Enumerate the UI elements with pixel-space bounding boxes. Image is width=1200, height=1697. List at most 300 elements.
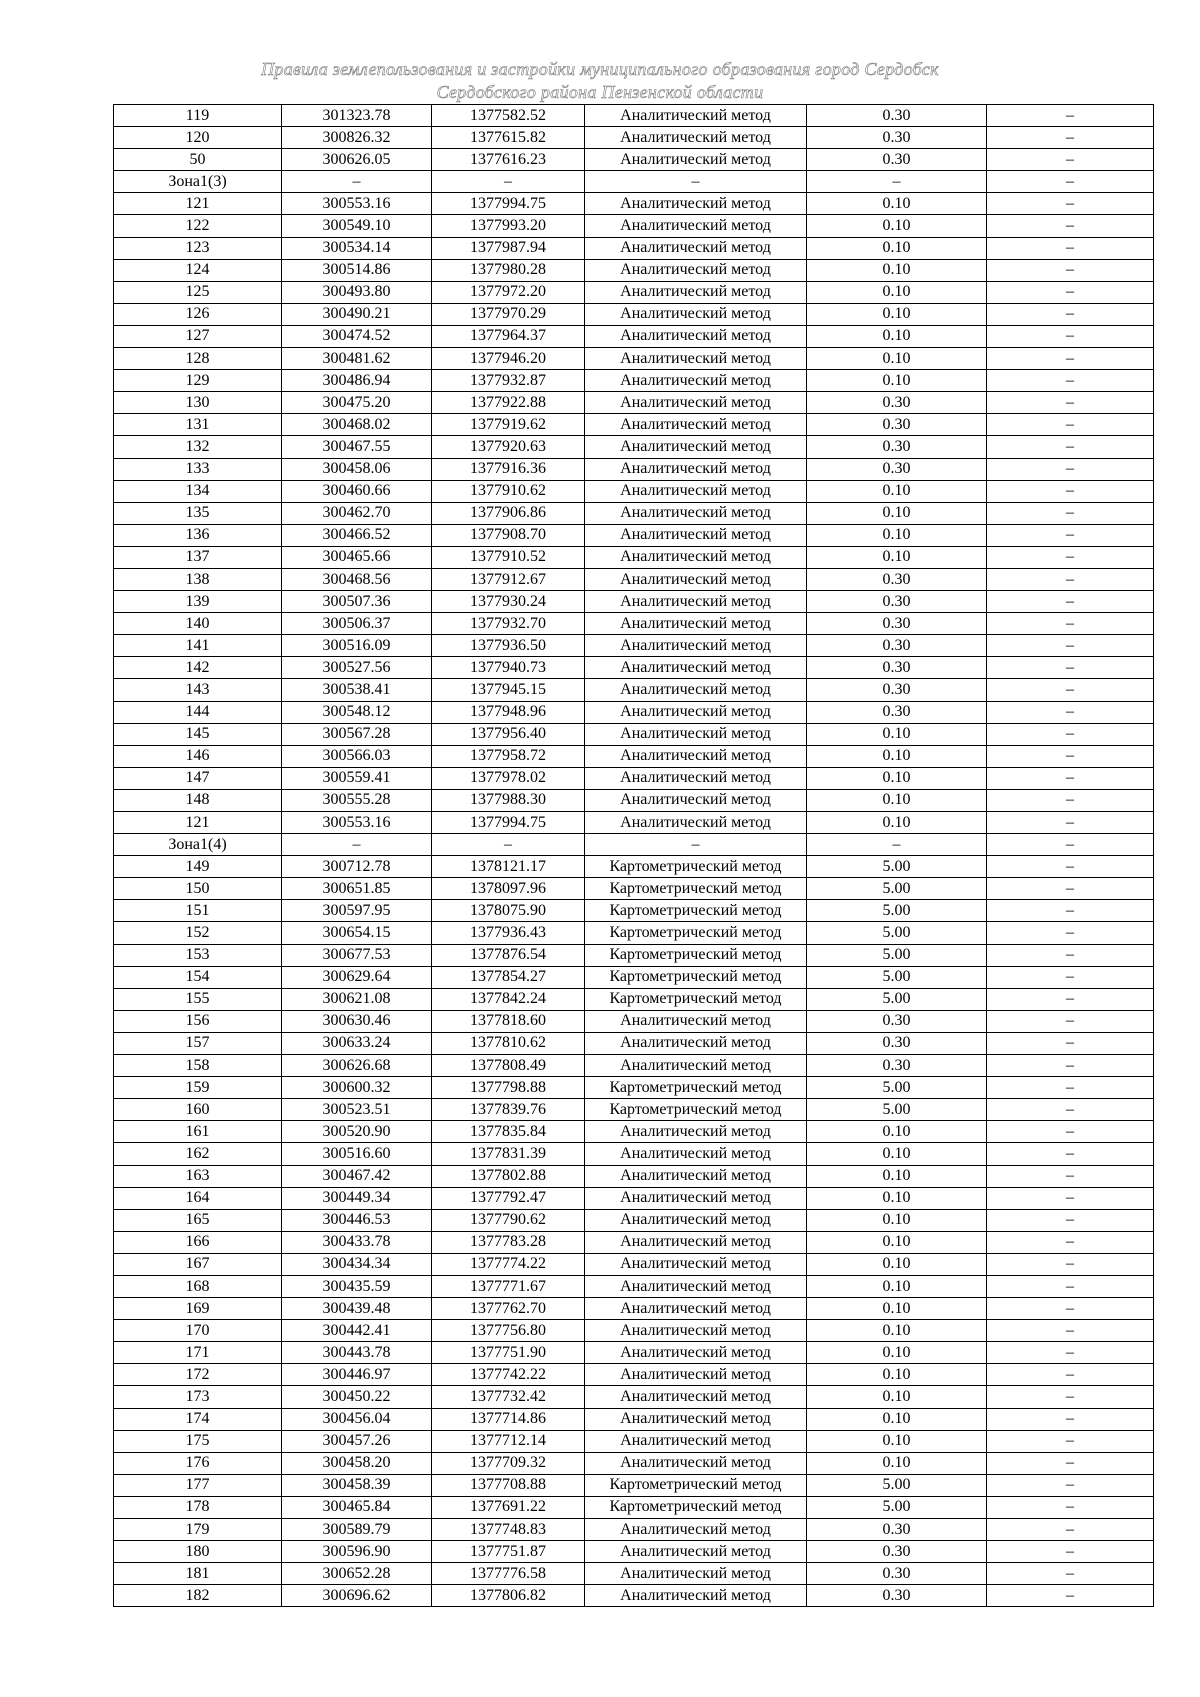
accuracy-cell: 0.10 xyxy=(807,1342,987,1364)
table-row xyxy=(114,480,1154,502)
note-cell: – xyxy=(987,701,1154,723)
accuracy-cell: 0.10 xyxy=(807,480,987,502)
point-number-cell: 162 xyxy=(114,1143,282,1165)
accuracy-cell: 0.10 xyxy=(807,1364,987,1386)
table-row xyxy=(114,1408,1154,1430)
point-number-cell: 143 xyxy=(114,679,282,701)
note-cell: – xyxy=(987,988,1154,1010)
note-cell: – xyxy=(987,1474,1154,1496)
method-cell: Аналитический метод xyxy=(585,1320,807,1342)
x-coordinate-cell: 300633.24 xyxy=(282,1032,432,1054)
method-cell: – xyxy=(585,834,807,856)
note-cell: – xyxy=(987,414,1154,436)
y-coordinate-cell: 1377842.24 xyxy=(432,988,585,1010)
accuracy-cell: 0.10 xyxy=(807,812,987,834)
x-coordinate-cell: 300523.51 xyxy=(282,1099,432,1121)
accuracy-cell: 0.10 xyxy=(807,1430,987,1452)
x-coordinate-cell: 300443.78 xyxy=(282,1342,432,1364)
note-cell: – xyxy=(987,856,1154,878)
table-row xyxy=(114,1143,1154,1165)
x-coordinate-cell: 300826.32 xyxy=(282,127,432,149)
accuracy-cell: 5.00 xyxy=(807,878,987,900)
point-number-cell: 164 xyxy=(114,1187,282,1209)
point-number-cell: 128 xyxy=(114,348,282,370)
note-cell: – xyxy=(987,480,1154,502)
note-cell: – xyxy=(987,679,1154,701)
y-coordinate-cell: 1377774.22 xyxy=(432,1253,585,1275)
y-coordinate-cell: 1377751.87 xyxy=(432,1541,585,1563)
point-number-cell: 136 xyxy=(114,524,282,546)
note-cell: – xyxy=(987,1209,1154,1231)
point-number-cell: 139 xyxy=(114,591,282,613)
x-coordinate-cell: 300456.04 xyxy=(282,1408,432,1430)
table-row xyxy=(114,1032,1154,1054)
table-row xyxy=(114,1364,1154,1386)
method-cell: Аналитический метод xyxy=(585,1563,807,1585)
accuracy-cell: 0.10 xyxy=(807,1165,987,1187)
point-number-cell: 179 xyxy=(114,1519,282,1541)
x-coordinate-cell: 300677.53 xyxy=(282,944,432,966)
table-row xyxy=(114,1231,1154,1253)
table-row xyxy=(114,745,1154,767)
point-number-cell: 119 xyxy=(114,105,282,127)
method-cell: Аналитический метод xyxy=(585,259,807,281)
x-coordinate-cell: 300462.70 xyxy=(282,502,432,524)
y-coordinate-cell: 1377762.70 xyxy=(432,1298,585,1320)
table-row xyxy=(114,1474,1154,1496)
method-cell: Картометрический метод xyxy=(585,1077,807,1099)
method-cell: Аналитический метод xyxy=(585,1231,807,1253)
y-coordinate-cell: – xyxy=(432,171,585,193)
point-number-cell: 171 xyxy=(114,1342,282,1364)
accuracy-cell: 0.10 xyxy=(807,789,987,811)
x-coordinate-cell: 300468.02 xyxy=(282,414,432,436)
x-coordinate-cell: – xyxy=(282,171,432,193)
y-coordinate-cell: 1377771.67 xyxy=(432,1275,585,1297)
accuracy-cell: 0.30 xyxy=(807,458,987,480)
method-cell: Аналитический метод xyxy=(585,812,807,834)
point-number-cell: 149 xyxy=(114,856,282,878)
table-row xyxy=(114,1298,1154,1320)
x-coordinate-cell: 300520.90 xyxy=(282,1121,432,1143)
table-row xyxy=(114,105,1154,127)
accuracy-cell: 0.10 xyxy=(807,1209,987,1231)
method-cell: Картометрический метод xyxy=(585,944,807,966)
x-coordinate-cell: 300630.46 xyxy=(282,1010,432,1032)
note-cell: – xyxy=(987,568,1154,590)
y-coordinate-cell: 1377818.60 xyxy=(432,1010,585,1032)
table-row xyxy=(114,1209,1154,1231)
y-coordinate-cell: 1377970.29 xyxy=(432,303,585,325)
y-coordinate-cell: 1377876.54 xyxy=(432,944,585,966)
x-coordinate-cell: 300651.85 xyxy=(282,878,432,900)
x-coordinate-cell: 300490.21 xyxy=(282,303,432,325)
accuracy-cell: 0.10 xyxy=(807,524,987,546)
x-coordinate-cell: 300467.55 xyxy=(282,436,432,458)
accuracy-cell: 5.00 xyxy=(807,1077,987,1099)
method-cell: Аналитический метод xyxy=(585,303,807,325)
x-coordinate-cell: 300446.97 xyxy=(282,1364,432,1386)
point-number-cell: 182 xyxy=(114,1585,282,1607)
table-row xyxy=(114,1386,1154,1408)
x-coordinate-cell: 300712.78 xyxy=(282,856,432,878)
accuracy-cell: – xyxy=(807,834,987,856)
accuracy-cell: 0.10 xyxy=(807,370,987,392)
note-cell: – xyxy=(987,1077,1154,1099)
x-coordinate-cell: 300434.34 xyxy=(282,1253,432,1275)
y-coordinate-cell: 1377751.90 xyxy=(432,1342,585,1364)
zone-row xyxy=(114,834,1154,856)
method-cell: Аналитический метод xyxy=(585,193,807,215)
note-cell: – xyxy=(987,436,1154,458)
note-cell: – xyxy=(987,922,1154,944)
x-coordinate-cell: 300555.28 xyxy=(282,789,432,811)
table-row xyxy=(114,878,1154,900)
y-coordinate-cell: 1377798.88 xyxy=(432,1077,585,1099)
table-row xyxy=(114,502,1154,524)
x-coordinate-cell: 300450.22 xyxy=(282,1386,432,1408)
method-cell: Картометрический метод xyxy=(585,900,807,922)
note-cell: – xyxy=(987,657,1154,679)
accuracy-cell: 0.10 xyxy=(807,215,987,237)
header-line-1: Правила землепользования и застройки муниципального образования город Сердобск xyxy=(261,59,939,79)
method-cell: Аналитический метод xyxy=(585,591,807,613)
table-row xyxy=(114,325,1154,347)
x-coordinate-cell: 300621.08 xyxy=(282,988,432,1010)
point-number-cell: 131 xyxy=(114,414,282,436)
y-coordinate-cell: 1377916.36 xyxy=(432,458,585,480)
y-coordinate-cell: 1377582.52 xyxy=(432,105,585,127)
method-cell: Аналитический метод xyxy=(585,480,807,502)
table-row xyxy=(114,1430,1154,1452)
method-cell: Картометрический метод xyxy=(585,1474,807,1496)
point-number-cell: 153 xyxy=(114,944,282,966)
point-number-cell: 50 xyxy=(114,149,282,171)
method-cell: Картометрический метод xyxy=(585,878,807,900)
point-number-cell: 135 xyxy=(114,502,282,524)
accuracy-cell: 0.30 xyxy=(807,149,987,171)
point-number-cell: 163 xyxy=(114,1165,282,1187)
method-cell: Картометрический метод xyxy=(585,966,807,988)
y-coordinate-cell: 1377919.62 xyxy=(432,414,585,436)
note-cell: – xyxy=(987,1055,1154,1077)
accuracy-cell: 5.00 xyxy=(807,988,987,1010)
accuracy-cell: 0.10 xyxy=(807,1121,987,1143)
point-number-cell: 165 xyxy=(114,1209,282,1231)
x-coordinate-cell: 300486.94 xyxy=(282,370,432,392)
note-cell: – xyxy=(987,1032,1154,1054)
method-cell: Аналитический метод xyxy=(585,701,807,723)
accuracy-cell: 5.00 xyxy=(807,922,987,944)
y-coordinate-cell: 1377835.84 xyxy=(432,1121,585,1143)
note-cell: – xyxy=(987,1585,1154,1607)
table-row xyxy=(114,414,1154,436)
table-row xyxy=(114,1187,1154,1209)
method-cell: Аналитический метод xyxy=(585,1519,807,1541)
table-row xyxy=(114,1055,1154,1077)
note-cell: – xyxy=(987,1298,1154,1320)
point-number-cell: 134 xyxy=(114,480,282,502)
note-cell: – xyxy=(987,944,1154,966)
method-cell: Аналитический метод xyxy=(585,1165,807,1187)
x-coordinate-cell: 300465.84 xyxy=(282,1496,432,1518)
x-coordinate-cell: 301323.78 xyxy=(282,105,432,127)
table-row xyxy=(114,370,1154,392)
y-coordinate-cell: 1377946.20 xyxy=(432,348,585,370)
point-number-cell: 125 xyxy=(114,281,282,303)
y-coordinate-cell: 1377839.76 xyxy=(432,1099,585,1121)
y-coordinate-cell: 1377993.20 xyxy=(432,215,585,237)
note-cell: – xyxy=(987,237,1154,259)
method-cell: Аналитический метод xyxy=(585,105,807,127)
y-coordinate-cell: 1377932.70 xyxy=(432,613,585,635)
point-number-cell: 154 xyxy=(114,966,282,988)
method-cell: Аналитический метод xyxy=(585,1585,807,1607)
accuracy-cell: 0.30 xyxy=(807,127,987,149)
header-line-2: Сердобского района Пензенской области xyxy=(436,82,764,102)
y-coordinate-cell: 1377912.67 xyxy=(432,568,585,590)
x-coordinate-cell: 300527.56 xyxy=(282,657,432,679)
note-cell: – xyxy=(987,966,1154,988)
point-number-cell: 132 xyxy=(114,436,282,458)
y-coordinate-cell: 1377708.88 xyxy=(432,1474,585,1496)
zone-row xyxy=(114,171,1154,193)
point-number-cell: 157 xyxy=(114,1032,282,1054)
table-row xyxy=(114,1253,1154,1275)
point-number-cell: 166 xyxy=(114,1231,282,1253)
method-cell: Картометрический метод xyxy=(585,856,807,878)
point-number-cell: 120 xyxy=(114,127,282,149)
x-coordinate-cell: 300566.03 xyxy=(282,745,432,767)
x-coordinate-cell: 300446.53 xyxy=(282,1209,432,1231)
accuracy-cell: 0.10 xyxy=(807,1187,987,1209)
accuracy-cell: 0.10 xyxy=(807,1320,987,1342)
method-cell: Аналитический метод xyxy=(585,723,807,745)
table-row xyxy=(114,591,1154,613)
y-coordinate-cell: 1377920.63 xyxy=(432,436,585,458)
table-row xyxy=(114,436,1154,458)
accuracy-cell: 0.30 xyxy=(807,568,987,590)
x-coordinate-cell: 300474.52 xyxy=(282,325,432,347)
x-coordinate-cell: 300553.16 xyxy=(282,812,432,834)
note-cell: – xyxy=(987,635,1154,657)
method-cell: Аналитический метод xyxy=(585,436,807,458)
method-cell: Аналитический метод xyxy=(585,546,807,568)
x-coordinate-cell: 300466.52 xyxy=(282,524,432,546)
note-cell: – xyxy=(987,1010,1154,1032)
x-coordinate-cell: 300507.36 xyxy=(282,591,432,613)
accuracy-cell: 5.00 xyxy=(807,1099,987,1121)
note-cell: – xyxy=(987,1408,1154,1430)
y-coordinate-cell: 1377714.86 xyxy=(432,1408,585,1430)
x-coordinate-cell: 300600.32 xyxy=(282,1077,432,1099)
y-coordinate-cell: 1377980.28 xyxy=(432,259,585,281)
point-number-cell: 152 xyxy=(114,922,282,944)
accuracy-cell: 0.30 xyxy=(807,105,987,127)
method-cell: Аналитический метод xyxy=(585,414,807,436)
table-row xyxy=(114,524,1154,546)
note-cell: – xyxy=(987,348,1154,370)
y-coordinate-cell: 1377691.22 xyxy=(432,1496,585,1518)
method-cell: Аналитический метод xyxy=(585,568,807,590)
point-number-cell: 168 xyxy=(114,1275,282,1297)
accuracy-cell: 0.10 xyxy=(807,767,987,789)
accuracy-cell: 0.10 xyxy=(807,259,987,281)
method-cell: Аналитический метод xyxy=(585,1342,807,1364)
method-cell: Аналитический метод xyxy=(585,281,807,303)
x-coordinate-cell: 300696.62 xyxy=(282,1585,432,1607)
note-cell: – xyxy=(987,303,1154,325)
accuracy-cell: 0.10 xyxy=(807,1298,987,1320)
x-coordinate-cell: 300442.41 xyxy=(282,1320,432,1342)
table-row xyxy=(114,127,1154,149)
y-coordinate-cell: 1377994.75 xyxy=(432,812,585,834)
method-cell: Аналитический метод xyxy=(585,502,807,524)
table-row xyxy=(114,657,1154,679)
y-coordinate-cell: 1377994.75 xyxy=(432,193,585,215)
point-number-cell: 145 xyxy=(114,723,282,745)
table-row xyxy=(114,789,1154,811)
y-coordinate-cell: 1377936.50 xyxy=(432,635,585,657)
method-cell: Аналитический метод xyxy=(585,613,807,635)
accuracy-cell: 0.30 xyxy=(807,1563,987,1585)
point-number-cell: 124 xyxy=(114,259,282,281)
x-coordinate-cell: 300597.95 xyxy=(282,900,432,922)
method-cell: – xyxy=(585,171,807,193)
note-cell: – xyxy=(987,1430,1154,1452)
table-row xyxy=(114,900,1154,922)
accuracy-cell: 0.30 xyxy=(807,1541,987,1563)
y-coordinate-cell: 1377756.80 xyxy=(432,1320,585,1342)
accuracy-cell: 0.30 xyxy=(807,657,987,679)
note-cell: – xyxy=(987,149,1154,171)
x-coordinate-cell: 300553.16 xyxy=(282,193,432,215)
x-coordinate-cell: 300460.66 xyxy=(282,480,432,502)
note-cell: – xyxy=(987,878,1154,900)
table-row xyxy=(114,723,1154,745)
accuracy-cell: 0.30 xyxy=(807,701,987,723)
point-number-cell: 140 xyxy=(114,613,282,635)
y-coordinate-cell: 1377802.88 xyxy=(432,1165,585,1187)
x-coordinate-cell: 300652.28 xyxy=(282,1563,432,1585)
x-coordinate-cell: 300626.05 xyxy=(282,149,432,171)
point-number-cell: Зона1(3) xyxy=(114,171,282,193)
table-row xyxy=(114,1275,1154,1297)
method-cell: Аналитический метод xyxy=(585,392,807,414)
x-coordinate-cell: 300654.15 xyxy=(282,922,432,944)
note-cell: – xyxy=(987,325,1154,347)
y-coordinate-cell: – xyxy=(432,834,585,856)
y-coordinate-cell: 1377806.82 xyxy=(432,1585,585,1607)
note-cell: – xyxy=(987,193,1154,215)
note-cell: – xyxy=(987,259,1154,281)
note-cell: – xyxy=(987,591,1154,613)
y-coordinate-cell: 1377854.27 xyxy=(432,966,585,988)
table-row xyxy=(114,1541,1154,1563)
x-coordinate-cell: 300534.14 xyxy=(282,237,432,259)
note-cell: – xyxy=(987,1320,1154,1342)
table-row xyxy=(114,1077,1154,1099)
table-row xyxy=(114,635,1154,657)
y-coordinate-cell: 1377616.23 xyxy=(432,149,585,171)
accuracy-cell: 0.10 xyxy=(807,237,987,259)
point-number-cell: 161 xyxy=(114,1121,282,1143)
table-row xyxy=(114,1452,1154,1474)
table-row xyxy=(114,568,1154,590)
point-number-cell: 123 xyxy=(114,237,282,259)
point-number-cell: 148 xyxy=(114,789,282,811)
table-row xyxy=(114,1121,1154,1143)
x-coordinate-cell: 300567.28 xyxy=(282,723,432,745)
x-coordinate-cell: 300458.39 xyxy=(282,1474,432,1496)
y-coordinate-cell: 1377940.73 xyxy=(432,657,585,679)
accuracy-cell: 0.30 xyxy=(807,1055,987,1077)
note-cell: – xyxy=(987,834,1154,856)
accuracy-cell: 0.10 xyxy=(807,502,987,524)
y-coordinate-cell: 1377910.62 xyxy=(432,480,585,502)
y-coordinate-cell: 1377810.62 xyxy=(432,1032,585,1054)
accuracy-cell: 0.10 xyxy=(807,193,987,215)
y-coordinate-cell: 1377732.42 xyxy=(432,1386,585,1408)
note-cell: – xyxy=(987,1386,1154,1408)
point-number-cell: 147 xyxy=(114,767,282,789)
table-row xyxy=(114,259,1154,281)
note-cell: – xyxy=(987,900,1154,922)
note-cell: – xyxy=(987,370,1154,392)
y-coordinate-cell: 1377748.83 xyxy=(432,1519,585,1541)
x-coordinate-cell: 300516.60 xyxy=(282,1143,432,1165)
method-cell: Аналитический метод xyxy=(585,370,807,392)
table-row xyxy=(114,1165,1154,1187)
point-number-cell: 126 xyxy=(114,303,282,325)
table-row xyxy=(114,1585,1154,1607)
method-cell: Аналитический метод xyxy=(585,1408,807,1430)
accuracy-cell: 0.30 xyxy=(807,613,987,635)
table-row xyxy=(114,944,1154,966)
y-coordinate-cell: 1377908.70 xyxy=(432,524,585,546)
method-cell: Аналитический метод xyxy=(585,679,807,701)
method-cell: Аналитический метод xyxy=(585,1386,807,1408)
point-number-cell: 167 xyxy=(114,1253,282,1275)
x-coordinate-cell: 300435.59 xyxy=(282,1275,432,1297)
x-coordinate-cell: 300449.34 xyxy=(282,1187,432,1209)
note-cell: – xyxy=(987,1496,1154,1518)
point-number-cell: 175 xyxy=(114,1430,282,1452)
accuracy-cell: 5.00 xyxy=(807,1474,987,1496)
point-number-cell: 146 xyxy=(114,745,282,767)
point-number-cell: 176 xyxy=(114,1452,282,1474)
method-cell: Аналитический метод xyxy=(585,325,807,347)
x-coordinate-cell: 300475.20 xyxy=(282,392,432,414)
x-coordinate-cell: 300465.66 xyxy=(282,546,432,568)
note-cell: – xyxy=(987,127,1154,149)
y-coordinate-cell: 1377831.39 xyxy=(432,1143,585,1165)
table-row xyxy=(114,856,1154,878)
table-row xyxy=(114,546,1154,568)
method-cell: Аналитический метод xyxy=(585,1253,807,1275)
method-cell: Аналитический метод xyxy=(585,1187,807,1209)
point-number-cell: 138 xyxy=(114,568,282,590)
note-cell: – xyxy=(987,1231,1154,1253)
point-number-cell: 142 xyxy=(114,657,282,679)
y-coordinate-cell: 1377776.58 xyxy=(432,1563,585,1585)
table-row xyxy=(114,149,1154,171)
table-row xyxy=(114,966,1154,988)
y-coordinate-cell: 1377742.22 xyxy=(432,1364,585,1386)
y-coordinate-cell: 1377988.30 xyxy=(432,789,585,811)
method-cell: Аналитический метод xyxy=(585,149,807,171)
coordinates-table xyxy=(113,104,1154,1607)
